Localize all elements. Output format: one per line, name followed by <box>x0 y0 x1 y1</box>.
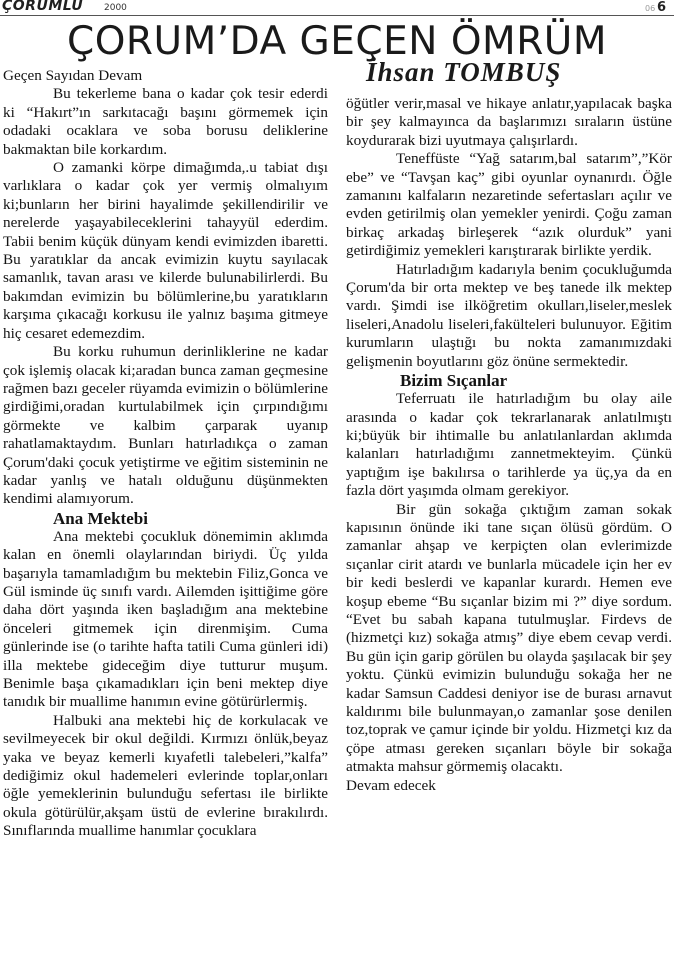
section-heading-ana-mektebi: Ana Mektebi <box>53 508 148 528</box>
continued-next-note: Devam edecek <box>346 776 436 794</box>
section-heading-bizim-sicanlar: Bizim Sıçanlar <box>400 371 508 391</box>
paragraph: Hatırladığım kadarıyla benim çocukluğumda Çorum'da bir orta mektep ve beş tanede ilk mektep vardı. Şimdi ise ilköğretim okulları,liseler,meslek liseleri,Anadolu liseleri,fakülteleri bulunuyor. Eğitim kurumların ulaştığı bu nokta zamanımızdaki gelişmenin boyutlarını göz önüne sermektedir. <box>346 260 672 370</box>
continued-note: Geçen Sayıdan Devam <box>3 67 143 84</box>
paragraph: Bir gün sokağa çıktığım zaman sokak kapısının önünde iki tane sıçan ölüsü gördüm. O zamanlar ahşap ve kerpiçten olan evlerimizde sıçanlar cirit atardı ve bunlarla mücadele için her ev bir kedi beslerdi ve kapanlar kurardı. Hemen eve koşup ebeme “Bu sıçanlar bizim mi ?” diye sordum. “Evet bu sabah kapana tutulmuşlar. Firdevs de (hizmetçi kız) sokağa atmış” diye ebem cevap verdi. Bu gün için garip görülen bu olayda şaşılacak bir şey yoktu. Çünkü evimizin bulunduğu sokağa her ne kadar Samsun Caddesi deniyor ise de burası arnavut kaldırımı bile bulunmayan,o zamanlar şose denilen toz,toprak ve çamur içinde bir yoldu. Hizmetçi kız da çöpe atması gereken sıçanları böyle bir sokağa atmakta mahsur görmemiş olacaktı. <box>346 500 672 776</box>
article-author: İhsan TOMBUŞ <box>366 57 562 87</box>
paragraph: Teferruatı ile hatırladığım bu olay aile arasında o kadar çok tekrarlanarak anlatılmıştı ki;büyük bir ihtimalle bu anlatılanlardan aklımda kalanları hatırladığımı zannetmekteyim. Çünkü yaptığım işe bakılırsa o tarihlerde ya üç,ya da en fazla dört yaşımda olmam gerekiyor. <box>346 390 672 500</box>
left-column <box>3 67 328 972</box>
paragraph: O zamanki körpe dimağımda,.u tabiat dışı varlıklara o kadar çok yer vermiş olmalıyım ki;bunların her birini hayalimde şekillendirilir ve nerelerde yaşayabileceklerini tahayyül ederdim. Tabii benim küçük dünyam kendi evimizden ibaretti. Bu yaratıklar da ancak evimizin kuytu sayılacak samanlık, tavan arası ve kilerde bulunabilirlerdi. Bu bakımdan evimizin bu bölümlerine,bu yaratıkların karşıma çıkacağı korkusu ile yalnız başıma gitmeye hiç cesaret edemezdim. <box>3 159 328 342</box>
paragraph: öğütler verir,masal ve hikaye anlatır,yapılacak başka bir şey kalmayınca da başlarımızı sıraların üstüne koydurarak bizi uyutmaya çalışırlardı. <box>346 95 672 149</box>
masthead-rule <box>0 15 674 16</box>
newspaper-name: ÇORUMLU <box>2 0 84 14</box>
page-number-faint: 06 <box>645 4 656 13</box>
masthead <box>0 0 674 18</box>
paragraph: Bu tekerleme bana o kadar çok tesir ederdi ki “Hakırt”ın sarkıtacağı başını görmemek için odadaki ocaklara ve soba borusu deliklerine bakmaktan bile korkardım. <box>3 85 328 158</box>
article-title: ÇORUM’DA GEÇEN ÖMRÜM <box>67 19 607 64</box>
paragraph: Teneffüste “Yağ satarım,bal satarım”,”Kör ebe” ve “Tavşan kaç” gibi oyunlar oynanırdı. Öğle zamanını kalfaların nezaretinde sefertasları açılır ve evden getirilmiş olan yemekler yenirdi. Çoğu zaman birkaç arkadaş birleşerek “azık olurduk” yani getirdiğimiz yemekleri karıştırarak birlikte yerdik. <box>346 150 672 260</box>
right-column <box>346 95 672 975</box>
page-number: 6 <box>657 0 667 15</box>
paragraph: Bu korku ruhumun derinliklerine ne kadar çok işlemiş olacak ki;aradan bunca zaman geçmesine rağmen bazı geceler rüyamda evimizin o bölümlerine girdiğimi,oradan kurtulabilmek için çırpındığımı görmekte ve kalbim çarparak uyanıp rahatlamaktaydım. Bunları hatırladıkça o zaman Çorum'daki çocuk yetiştirme ve eğitim sisteminin ne kadar yanlış ve hatalı olduğunu düşünmekten kendimi alamıyorum. <box>3 343 328 508</box>
issue-year: 2000 <box>104 3 127 13</box>
paragraph: Halbuki ana mektebi hiç de korkulacak ve sevilmeyecek bir okul değildi. Kırmızı önlük,beyaz yaka ve beyaz kemerli kıyafetli talebeleri,”kalfa” dediğimiz okul hademeleri evlerinde toplar,onları öğle yemeklerinin bulunduğu sefertası ile birlikte okula götürülür,akşam üstü de evlerine bırakılırdı. Sınıflarında muallime hanımlar çocuklara <box>3 711 328 840</box>
paragraph: Ana mektebi çocukluk dönemimin aklımda kalan en önemli olaylarından biriydi. Üç yılda başarıyla tamamladığım bu mektebin Filiz,Gonca ve Gül isminde üç sınıfı vardı. Ailemden işittiğime göre daha dört yaşında iken başladığım ana mektebine önceleri gitmemek için direnmişim. Cuma günlerinde ise (o tarihte hafta tatili Cuma günleri idi) illa mektebe gideceğim diye tutturur muşum. Benimle başa çıkamadıkları için beni mektep diye tanıdık bir muallime hanımın evine götürürlermiş. <box>3 527 328 711</box>
